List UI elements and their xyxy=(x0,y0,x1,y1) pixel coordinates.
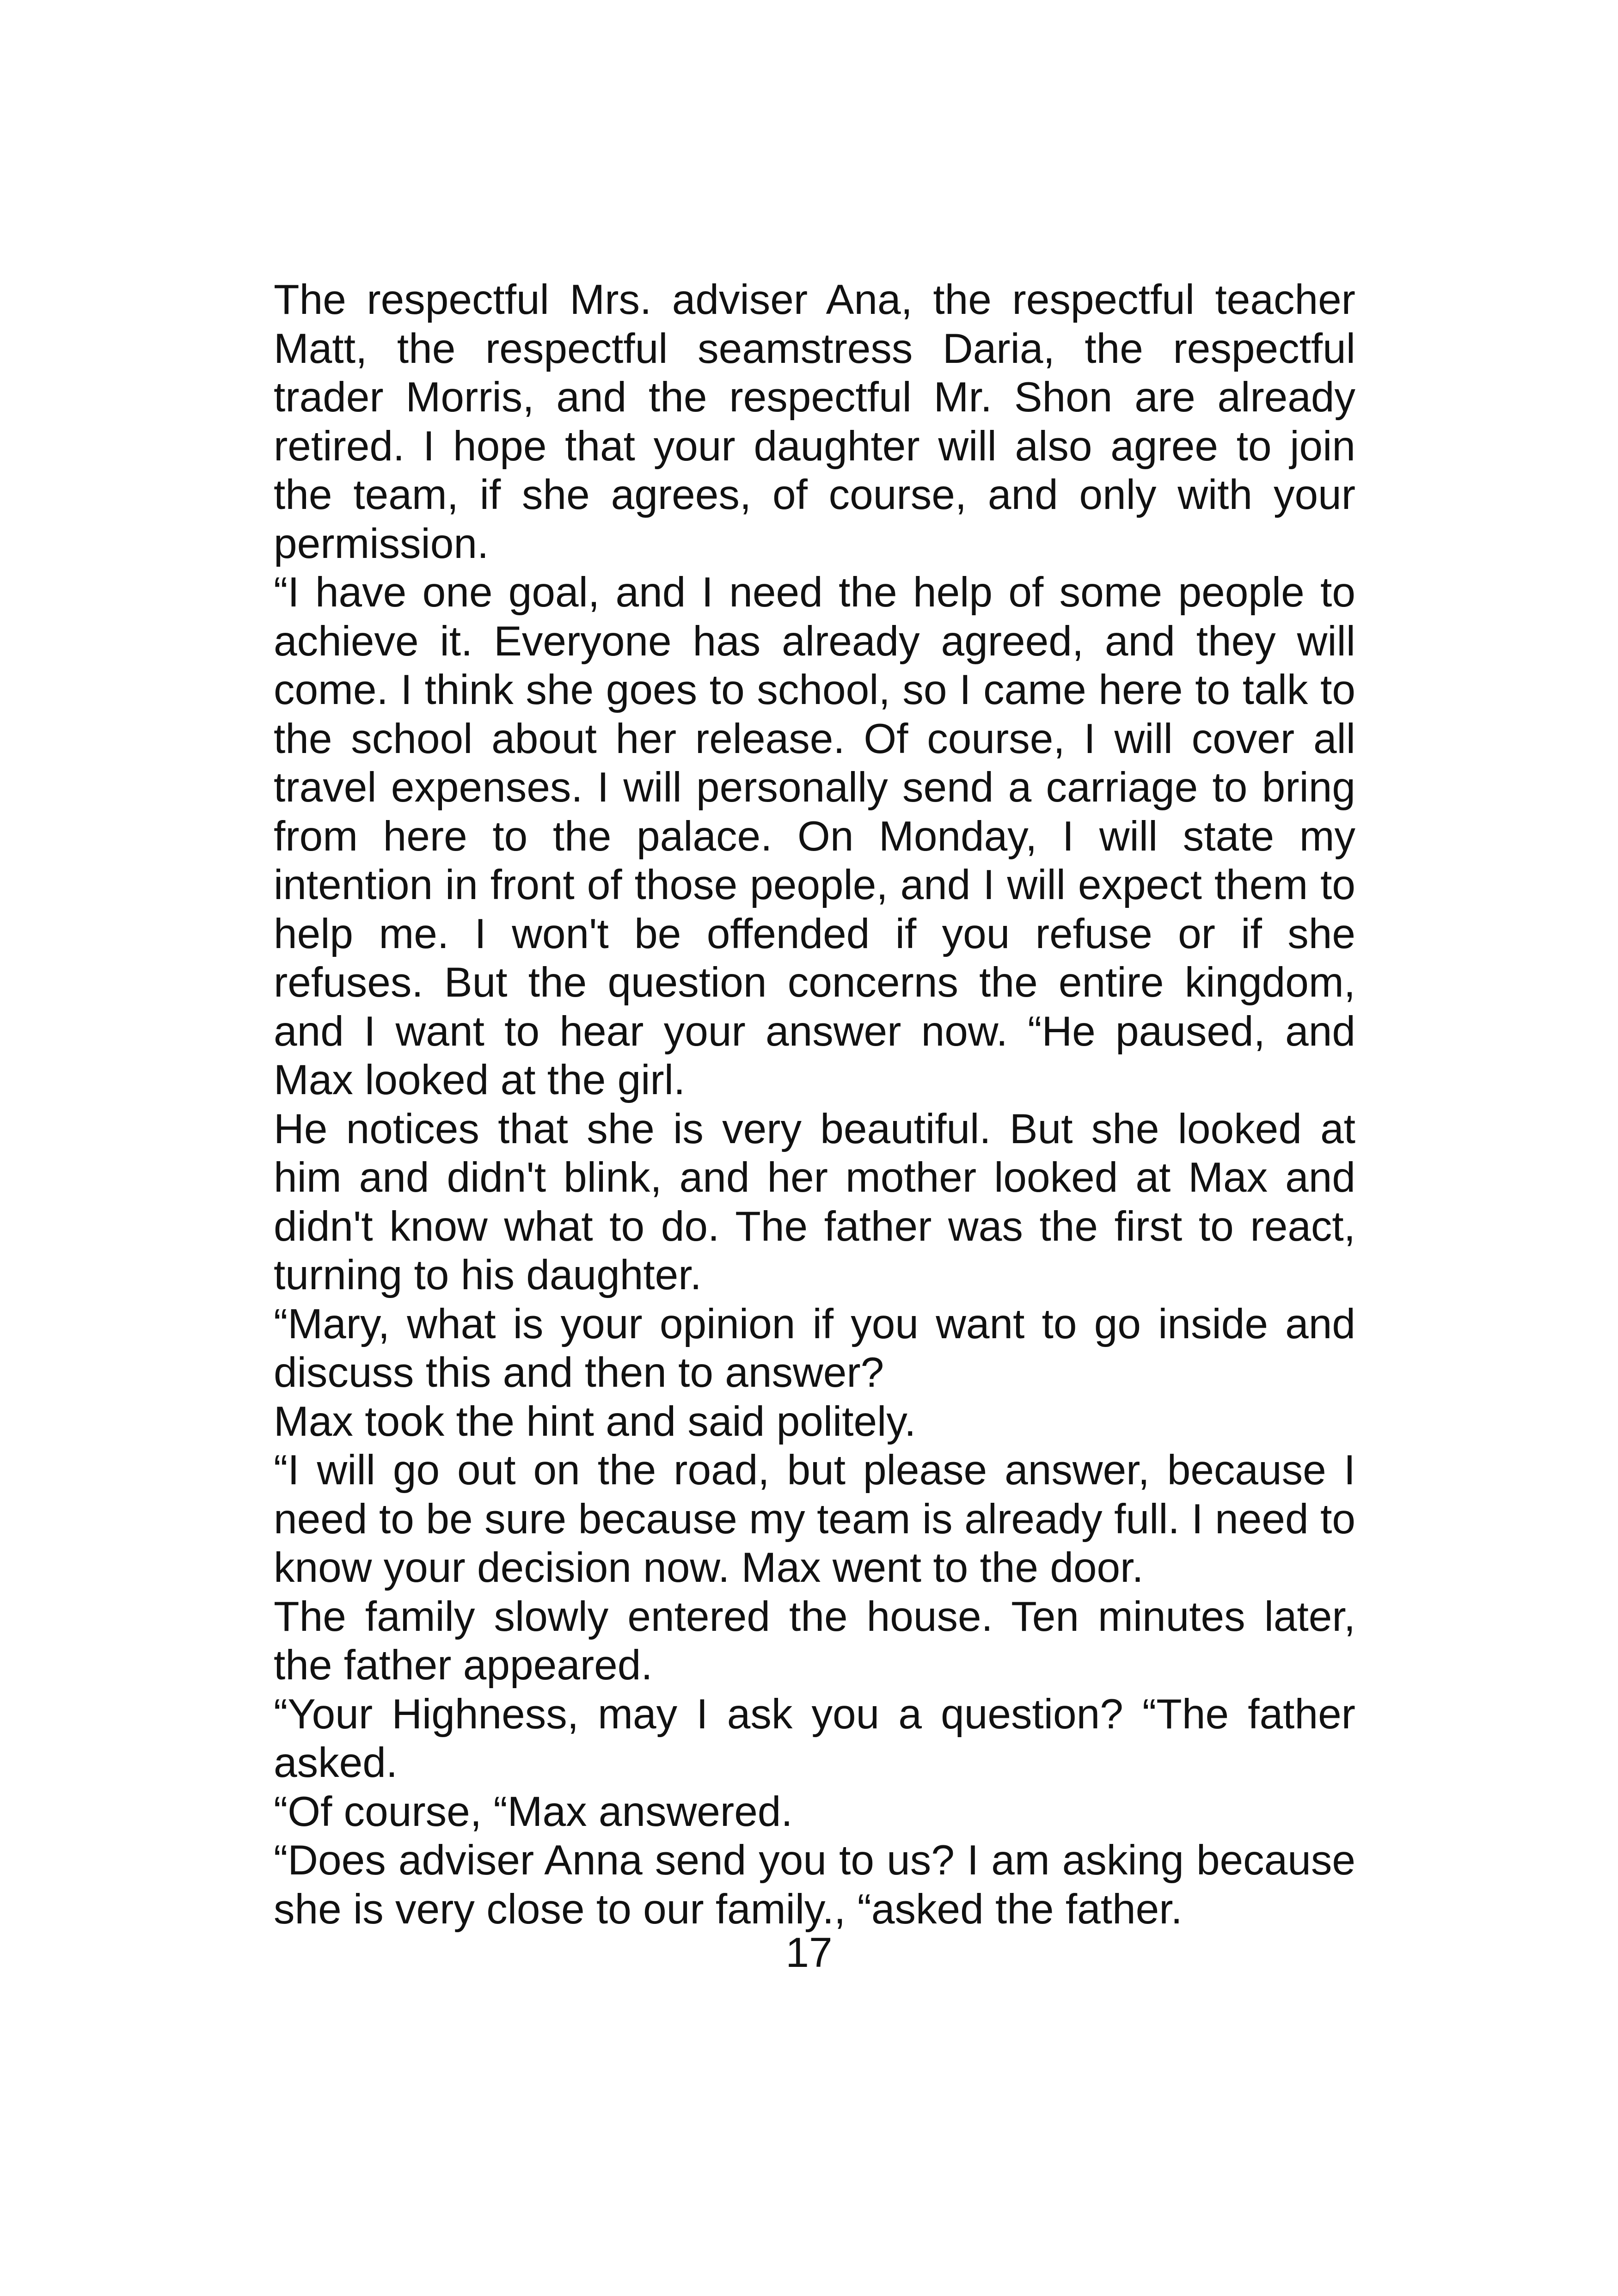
paragraph-6: “I will go out on the road, but please answer, because I need to be sure because my team is already full. I need to know your decision now. Max went to the door. xyxy=(274,1447,1355,1591)
paragraph-4: “Mary, what is your opinion if you want to go inside and discuss this and then to answer? xyxy=(274,1300,1355,1396)
paragraph-2: “I have one goal, and I need the help of some people to achieve it. Everyone has already agreed, and they will come. I think she goes to school, so I came here to talk to the school about her release. Of course, I will cover all travel expenses. I will personally send a carriage to bring from here to the palace. On Monday, I will state my intention in front of those people, and I will expect them to help me. I won't be offended if you refuse or if she refuses. But the question concerns the entire kingdom, and I want to hear your answer now. “He paused, and Max looked at the girl. xyxy=(274,569,1355,1103)
paragraph-9: “Of course, “Max answered. xyxy=(274,1788,793,1835)
paragraph-5: Max took the hint and said politely. xyxy=(274,1398,916,1445)
page-text xyxy=(274,276,1355,1934)
paragraph-1: The respectful Mrs. adviser Ana, the respectful teacher Matt, the respectful seamstress Daria, the respectful trader Morris, and the respectful Mr. Shon are already retired. I hope that your daughter will also agree to join the team, if she agrees, of course, and only with your permission. xyxy=(274,276,1355,567)
paragraph-7: The family slowly entered the house. Ten minutes later, the father appeared. xyxy=(274,1593,1355,1689)
page-number: 17 xyxy=(785,1929,833,1976)
paragraph-8: “Your Highness, may I ask you a question? “The father asked. xyxy=(274,1690,1355,1786)
paragraph-10: “Does adviser Anna send you to us? I am asking because she is very close to our family., “asked the father. xyxy=(274,1837,1355,1933)
paragraph-3: He notices that she is very beautiful. But she looked at him and didn't blink, and her mother looked at Max and didn't know what to do. The father was the first to react, turning to his daughter. xyxy=(274,1105,1355,1298)
